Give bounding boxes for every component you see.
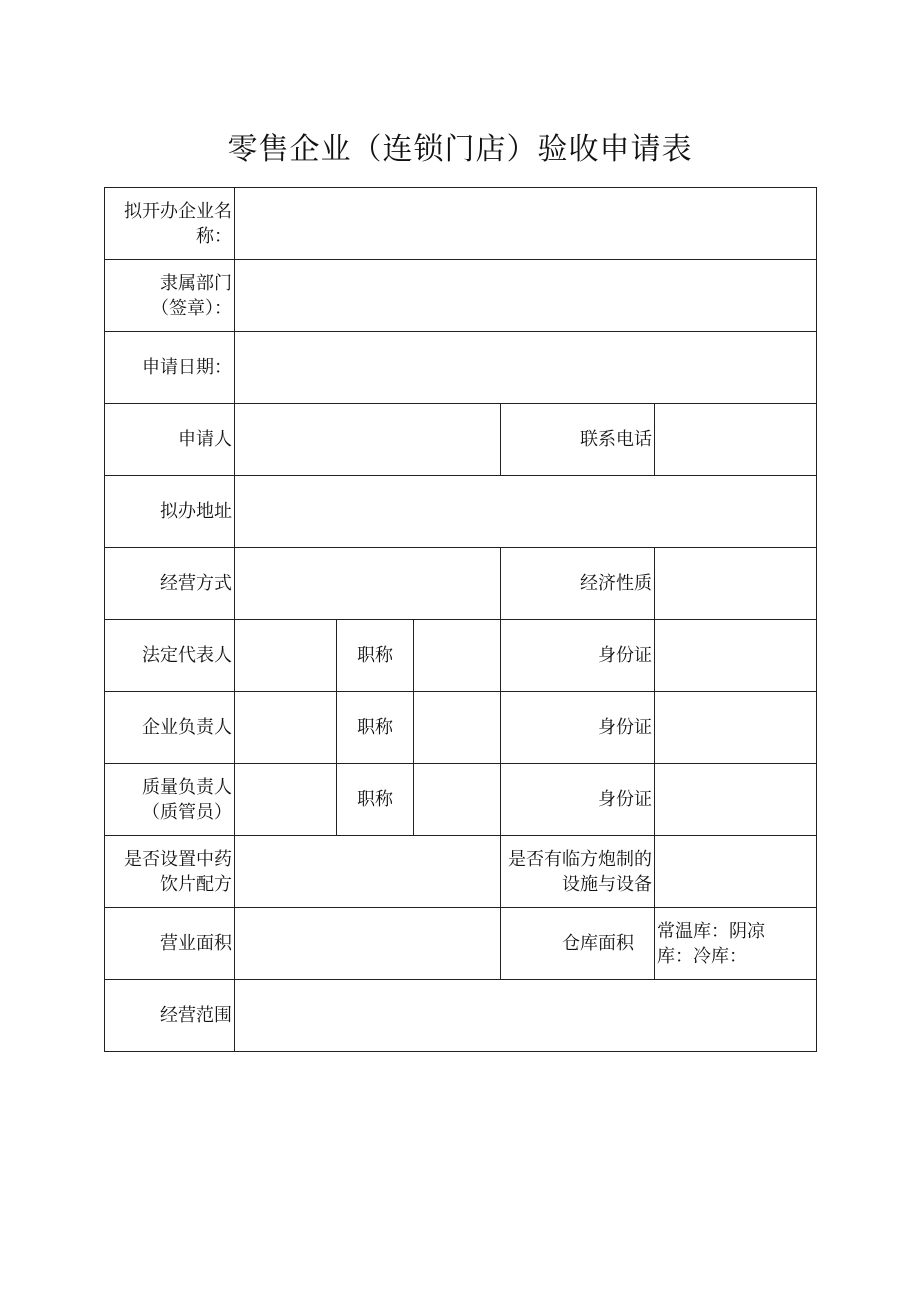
business-area-label: 营业面积 bbox=[105, 908, 235, 980]
row-applicant bbox=[105, 404, 817, 476]
enterprise-head-id-field[interactable] bbox=[655, 692, 817, 764]
quality-head-id-field[interactable] bbox=[655, 764, 817, 836]
department-field[interactable] bbox=[235, 260, 817, 332]
legal-rep-id-label: 身份证 bbox=[501, 620, 655, 692]
business-scope-label: 经营范围 bbox=[105, 980, 235, 1052]
applicant-field[interactable] bbox=[235, 404, 501, 476]
enterprise-head-field[interactable] bbox=[235, 692, 337, 764]
row-application-date bbox=[105, 332, 817, 404]
row-address bbox=[105, 476, 817, 548]
address-label: 拟办地址 bbox=[105, 476, 235, 548]
processing-facility-label: 是否有临方炮制的 设施与设备 bbox=[501, 836, 655, 908]
quality-head-title-label: 职称 bbox=[337, 764, 414, 836]
row-business-mode bbox=[105, 548, 817, 620]
quality-head-label: 质量负责人 （质管员） bbox=[105, 764, 235, 836]
legal-rep-title-field[interactable] bbox=[414, 620, 501, 692]
business-mode-label: 经营方式 bbox=[105, 548, 235, 620]
applicant-label: 申请人 bbox=[105, 404, 235, 476]
application-date-label: 申请日期： bbox=[105, 332, 235, 404]
application-form-table bbox=[104, 187, 817, 1052]
business-area-field[interactable] bbox=[235, 908, 501, 980]
warehouse-types-field[interactable]: 常温库：阴凉 库：冷库： bbox=[655, 908, 817, 980]
row-business-scope bbox=[105, 980, 817, 1052]
quality-head-id-label: 身份证 bbox=[501, 764, 655, 836]
application-date-field[interactable] bbox=[235, 332, 817, 404]
row-legal-representative bbox=[105, 620, 817, 692]
row-company-name bbox=[105, 188, 817, 260]
legal-rep-field[interactable] bbox=[235, 620, 337, 692]
quality-head-title-field[interactable] bbox=[414, 764, 501, 836]
legal-rep-label: 法定代表人 bbox=[105, 620, 235, 692]
enterprise-head-id-label: 身份证 bbox=[501, 692, 655, 764]
phone-label: 联系电话 bbox=[501, 404, 655, 476]
quality-head-field[interactable] bbox=[235, 764, 337, 836]
company-name-label: 拟开办企业名 称： bbox=[105, 188, 235, 260]
tcm-dispensing-field[interactable] bbox=[235, 836, 501, 908]
row-department bbox=[105, 260, 817, 332]
enterprise-head-label: 企业负责人 bbox=[105, 692, 235, 764]
form-title: 零售企业（连锁门店）验收申请表 bbox=[227, 132, 693, 167]
phone-field[interactable] bbox=[655, 404, 817, 476]
legal-rep-id-field[interactable] bbox=[655, 620, 817, 692]
department-label: 隶属部门 （签章）： bbox=[105, 260, 235, 332]
warehouse-area-label: 仓库面积 bbox=[501, 908, 655, 980]
enterprise-head-title-label: 职称 bbox=[337, 692, 414, 764]
economic-nature-field[interactable] bbox=[655, 548, 817, 620]
tcm-dispensing-label: 是否设置中药 饮片配方 bbox=[105, 836, 235, 908]
row-tcm-dispensing bbox=[105, 836, 817, 908]
row-area bbox=[105, 908, 817, 980]
row-quality-head bbox=[105, 764, 817, 836]
company-name-field[interactable] bbox=[235, 188, 817, 260]
address-field[interactable] bbox=[235, 476, 817, 548]
legal-rep-title-label: 职称 bbox=[337, 620, 414, 692]
business-scope-field[interactable] bbox=[235, 980, 817, 1052]
economic-nature-label: 经济性质 bbox=[501, 548, 655, 620]
row-enterprise-head bbox=[105, 692, 817, 764]
enterprise-head-title-field[interactable] bbox=[414, 692, 501, 764]
processing-facility-field[interactable] bbox=[655, 836, 817, 908]
business-mode-field[interactable] bbox=[235, 548, 501, 620]
